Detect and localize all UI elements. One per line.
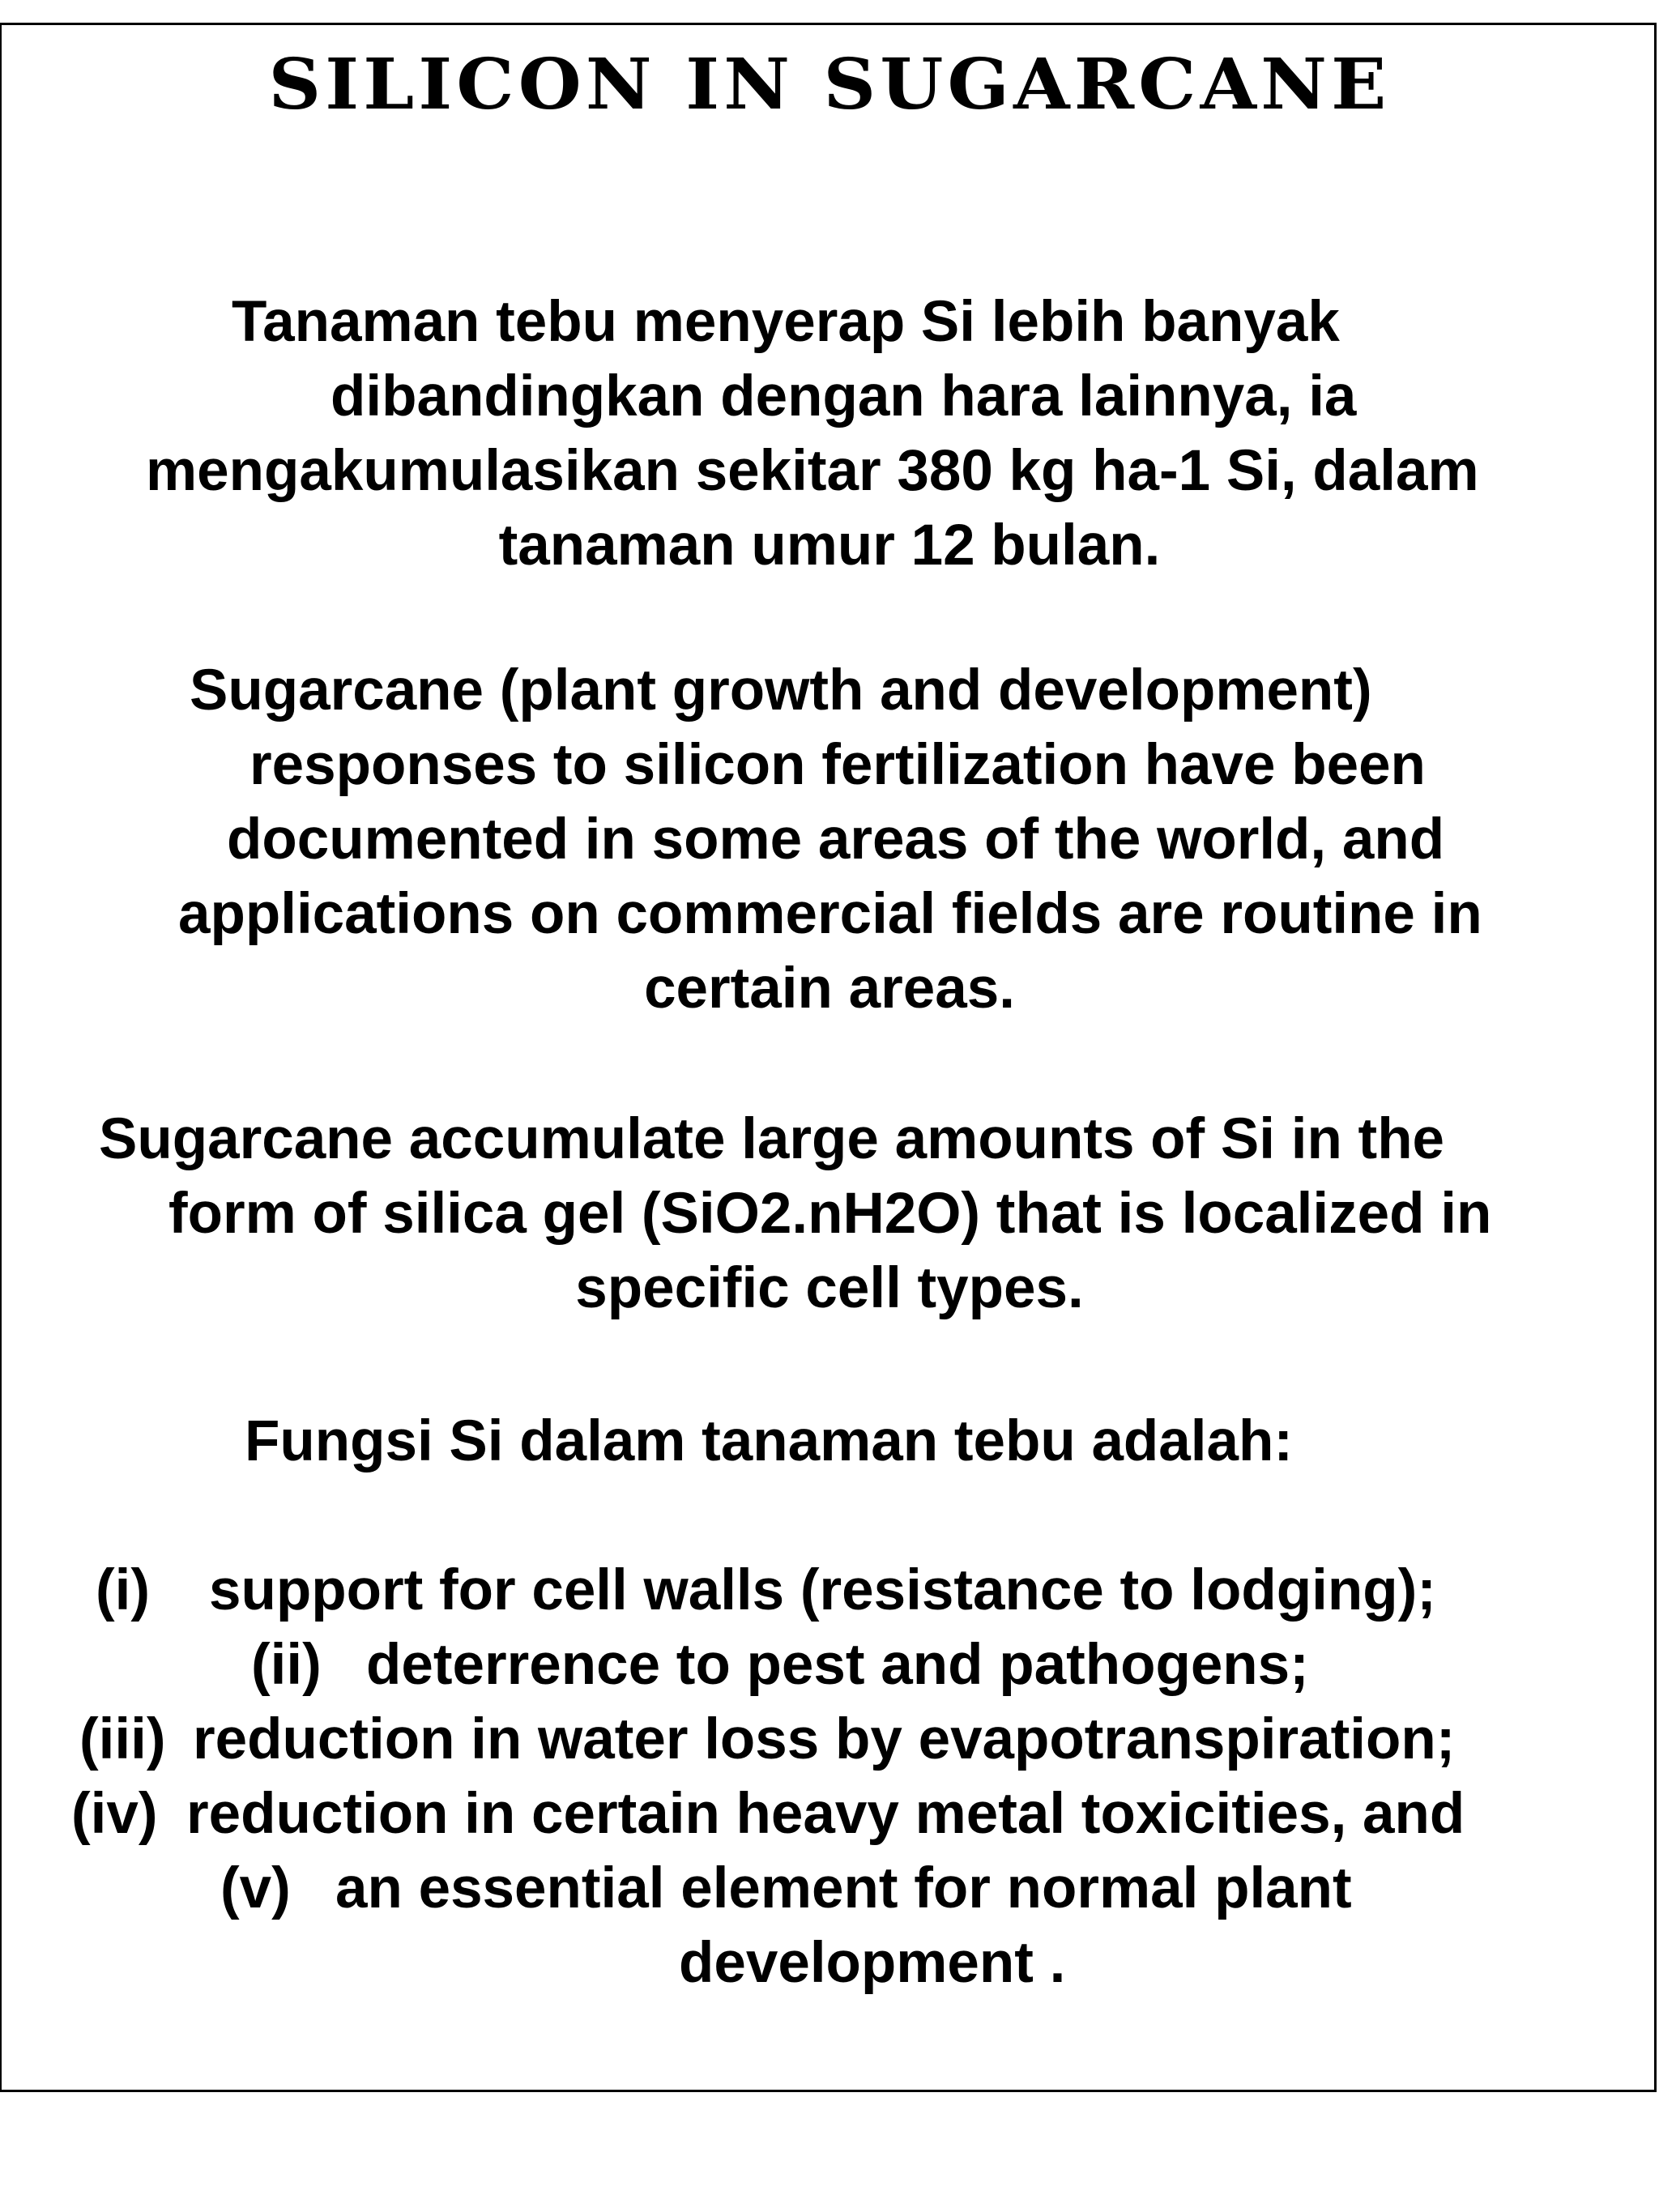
list-item-marker: (v): [220, 1856, 291, 1920]
list-item-text: support for cell walls (resistance to lodging);: [209, 1558, 1436, 1622]
list-item-text: reduction in certain heavy metal toxicities, and: [186, 1782, 1465, 1846]
paragraph-line: tanaman umur 12 bulan.: [498, 514, 1161, 578]
list-item-marker: (ii): [251, 1633, 322, 1697]
paragraph-line: dibandingkan dengan hara lainnya, ia: [331, 364, 1357, 428]
paragraph-line: Sugarcane accumulate large amounts of Si in the: [99, 1107, 1445, 1171]
list-item-text: reduction in water loss by evapotranspiration;: [193, 1707, 1456, 1771]
list-item-continuation: development .: [679, 1931, 1066, 1995]
list-item-marker: (iii): [79, 1707, 166, 1771]
paragraph-line: applications on commercial fields are routine in: [178, 882, 1482, 946]
list-item-marker: (iv): [71, 1782, 158, 1846]
list-item-text: deterrence to pest and pathogens;: [366, 1633, 1309, 1697]
paragraph-line: specific cell types.: [575, 1256, 1084, 1320]
list-item-marker: (i): [96, 1558, 151, 1622]
paragraph-line: form of silica gel (SiO2.nH2O) that is localized in: [168, 1182, 1492, 1246]
paragraph-line: mengakumulasikan sekitar 380 kg ha-1 Si, dalam: [146, 439, 1479, 503]
list-item-text: an essential element for normal plant: [335, 1856, 1352, 1920]
functions-heading-text: Fungsi Si dalam tanaman tebu adalah:: [245, 1409, 1294, 1473]
paragraph-line: Tanaman tebu menyerap Si lebih banyak: [232, 290, 1340, 354]
paragraph-line: certain areas.: [644, 957, 1015, 1021]
paragraph-line: Sugarcane (plant growth and development): [190, 658, 1372, 722]
paragraph-line: responses to silicon fertilization have been: [249, 733, 1426, 797]
slide-title: SILICON IN SUGARCANE: [268, 44, 1391, 126]
paragraph-line: documented in some areas of the world, and: [227, 808, 1445, 872]
